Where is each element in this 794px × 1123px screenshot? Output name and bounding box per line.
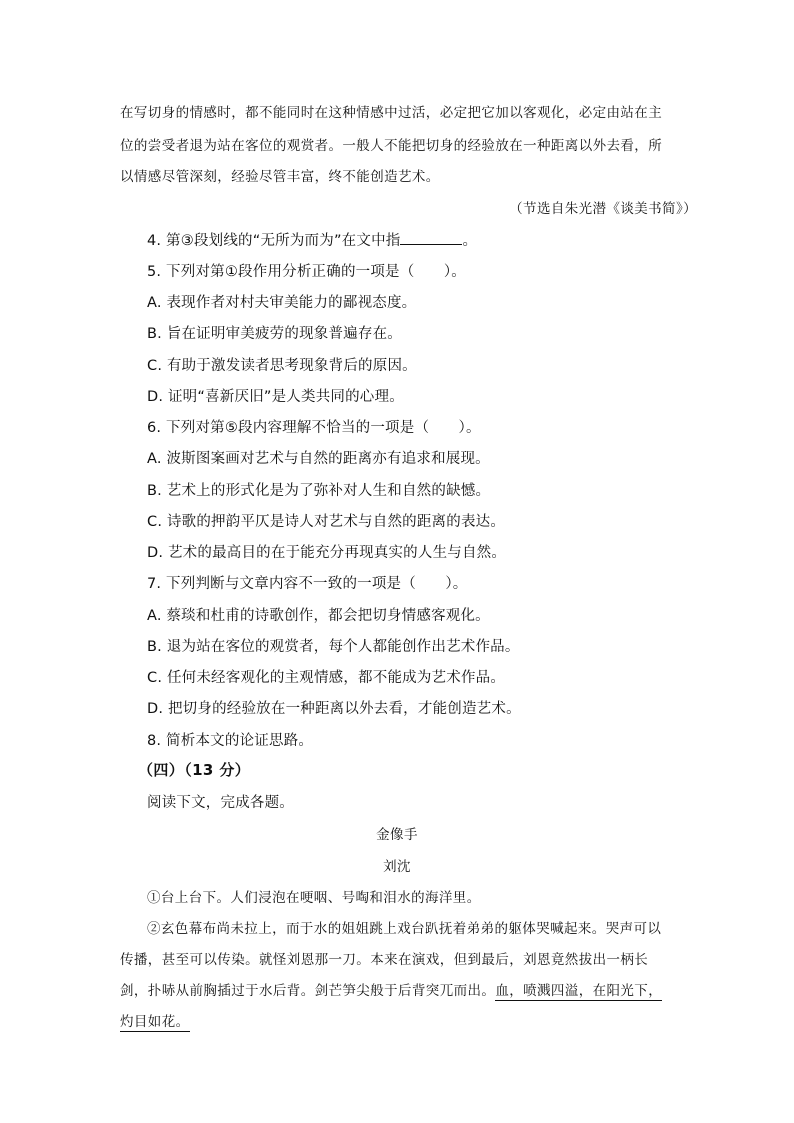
answer-blank[interactable] [400, 232, 462, 245]
question-7-option-d: D. 把切身的经验放在一种距离以外去看，才能创造艺术。 [147, 701, 521, 717]
story-author: 刘沈 [383, 859, 411, 875]
question-7-option-c: C. 任何未经客观化的主观情感，都不能成为艺术作品。 [147, 670, 506, 686]
story-paragraph-2-line-3 [120, 979, 662, 999]
story-paragraph-2-line-2: 传播，甚至可以传染。就怪刘恩那一刀。本来在演戏，但到最后，刘恩竟然拔出一柄长 [120, 952, 649, 968]
passage-line-1: 在写切身的情感时，都不能同时在这种情感中过活，必定把它加以客观化，必定由站在主 [120, 105, 663, 121]
passage-source: （节选自朱光潜《谈美书简》） [509, 201, 697, 217]
question-4-end: 。 [462, 233, 478, 249]
question-5: 5. 下列对第①段作用分析正确的一项是（ ）。 [147, 264, 466, 280]
story-paragraph-2-line-1: ②玄色幕布尚未拉上，而于水的姐姐跳上戏台趴抚着弟弟的躯体哭喊起来。哭声可以 [147, 921, 662, 937]
question-4-text: 4. 第③段划线的“无所为而为”在文中指 [147, 233, 401, 249]
underlined-phrase-end: 灼目如花。 [120, 1014, 190, 1030]
question-5-option-a: A. 表现作者对村夫审美能力的鄙视态度。 [147, 295, 417, 311]
question-6-option-a: A. 波斯图案画对艺术与自然的距离亦有追求和展现。 [147, 451, 490, 467]
reading-instruction: 阅读下文，完成各题。 [147, 795, 294, 811]
question-5-option-c: C. 有助于激发读者思考现象背后的原因。 [147, 358, 417, 374]
question-6-option-b: B. 艺术上的形式化是为了弥补对人生和自然的缺憾。 [147, 483, 491, 499]
question-7-option-a: A. 蔡琰和杜甫的诗歌创作，都会把切身情感客观化。 [147, 608, 490, 624]
question-6-option-c: C. 诗歌的押韵平仄是诗人对艺术与自然的距离的表达。 [147, 514, 506, 530]
underlined-phrase: 血，喷溅四溢，在阳光下， [495, 983, 663, 999]
section-heading: （四）（13 分） [138, 761, 251, 779]
story-paragraph-2-line-3-text: 剑，扑哧从前胸插过于水后背。剑芒笋尖般于后背突兀而出。 [120, 983, 496, 999]
question-5-option-b: B. 旨在证明审美疲劳的现象普遍存在。 [147, 326, 402, 342]
question-8: 8. 简析本文的论证思路。 [147, 733, 314, 749]
story-title: 金像手 [376, 827, 418, 843]
question-4 [147, 229, 477, 250]
question-7-option-b: B. 退为站在客位的观赏者，每个人都能创作出艺术作品。 [147, 639, 520, 655]
question-6: 6. 下列对第⑤段内容理解不恰当的一项是（ ）。 [147, 420, 481, 436]
story-paragraph-1: ①台上台下。人们浸泡在哽咽、号啕和泪水的海洋里。 [147, 890, 481, 906]
passage-line-3: 以情感尽管深刻，经验尽管丰富，终不能创造艺术。 [120, 169, 440, 185]
passage-line-2: 位的尝受者退为站在客位的观赏者。一般人不能把切身的经验放在一种距离以外去看，所 [120, 138, 663, 154]
question-5-option-d: D. 证明“喜新厌旧”是人类共同的心理。 [147, 389, 404, 405]
story-paragraph-2-line-4 [120, 1010, 190, 1030]
question-7: 7. 下列判断与文章内容不一致的一项是（ ）。 [147, 576, 468, 592]
question-6-option-d: D. 艺术的最高目的在于能充分再现真实的人生与自然。 [147, 545, 507, 561]
